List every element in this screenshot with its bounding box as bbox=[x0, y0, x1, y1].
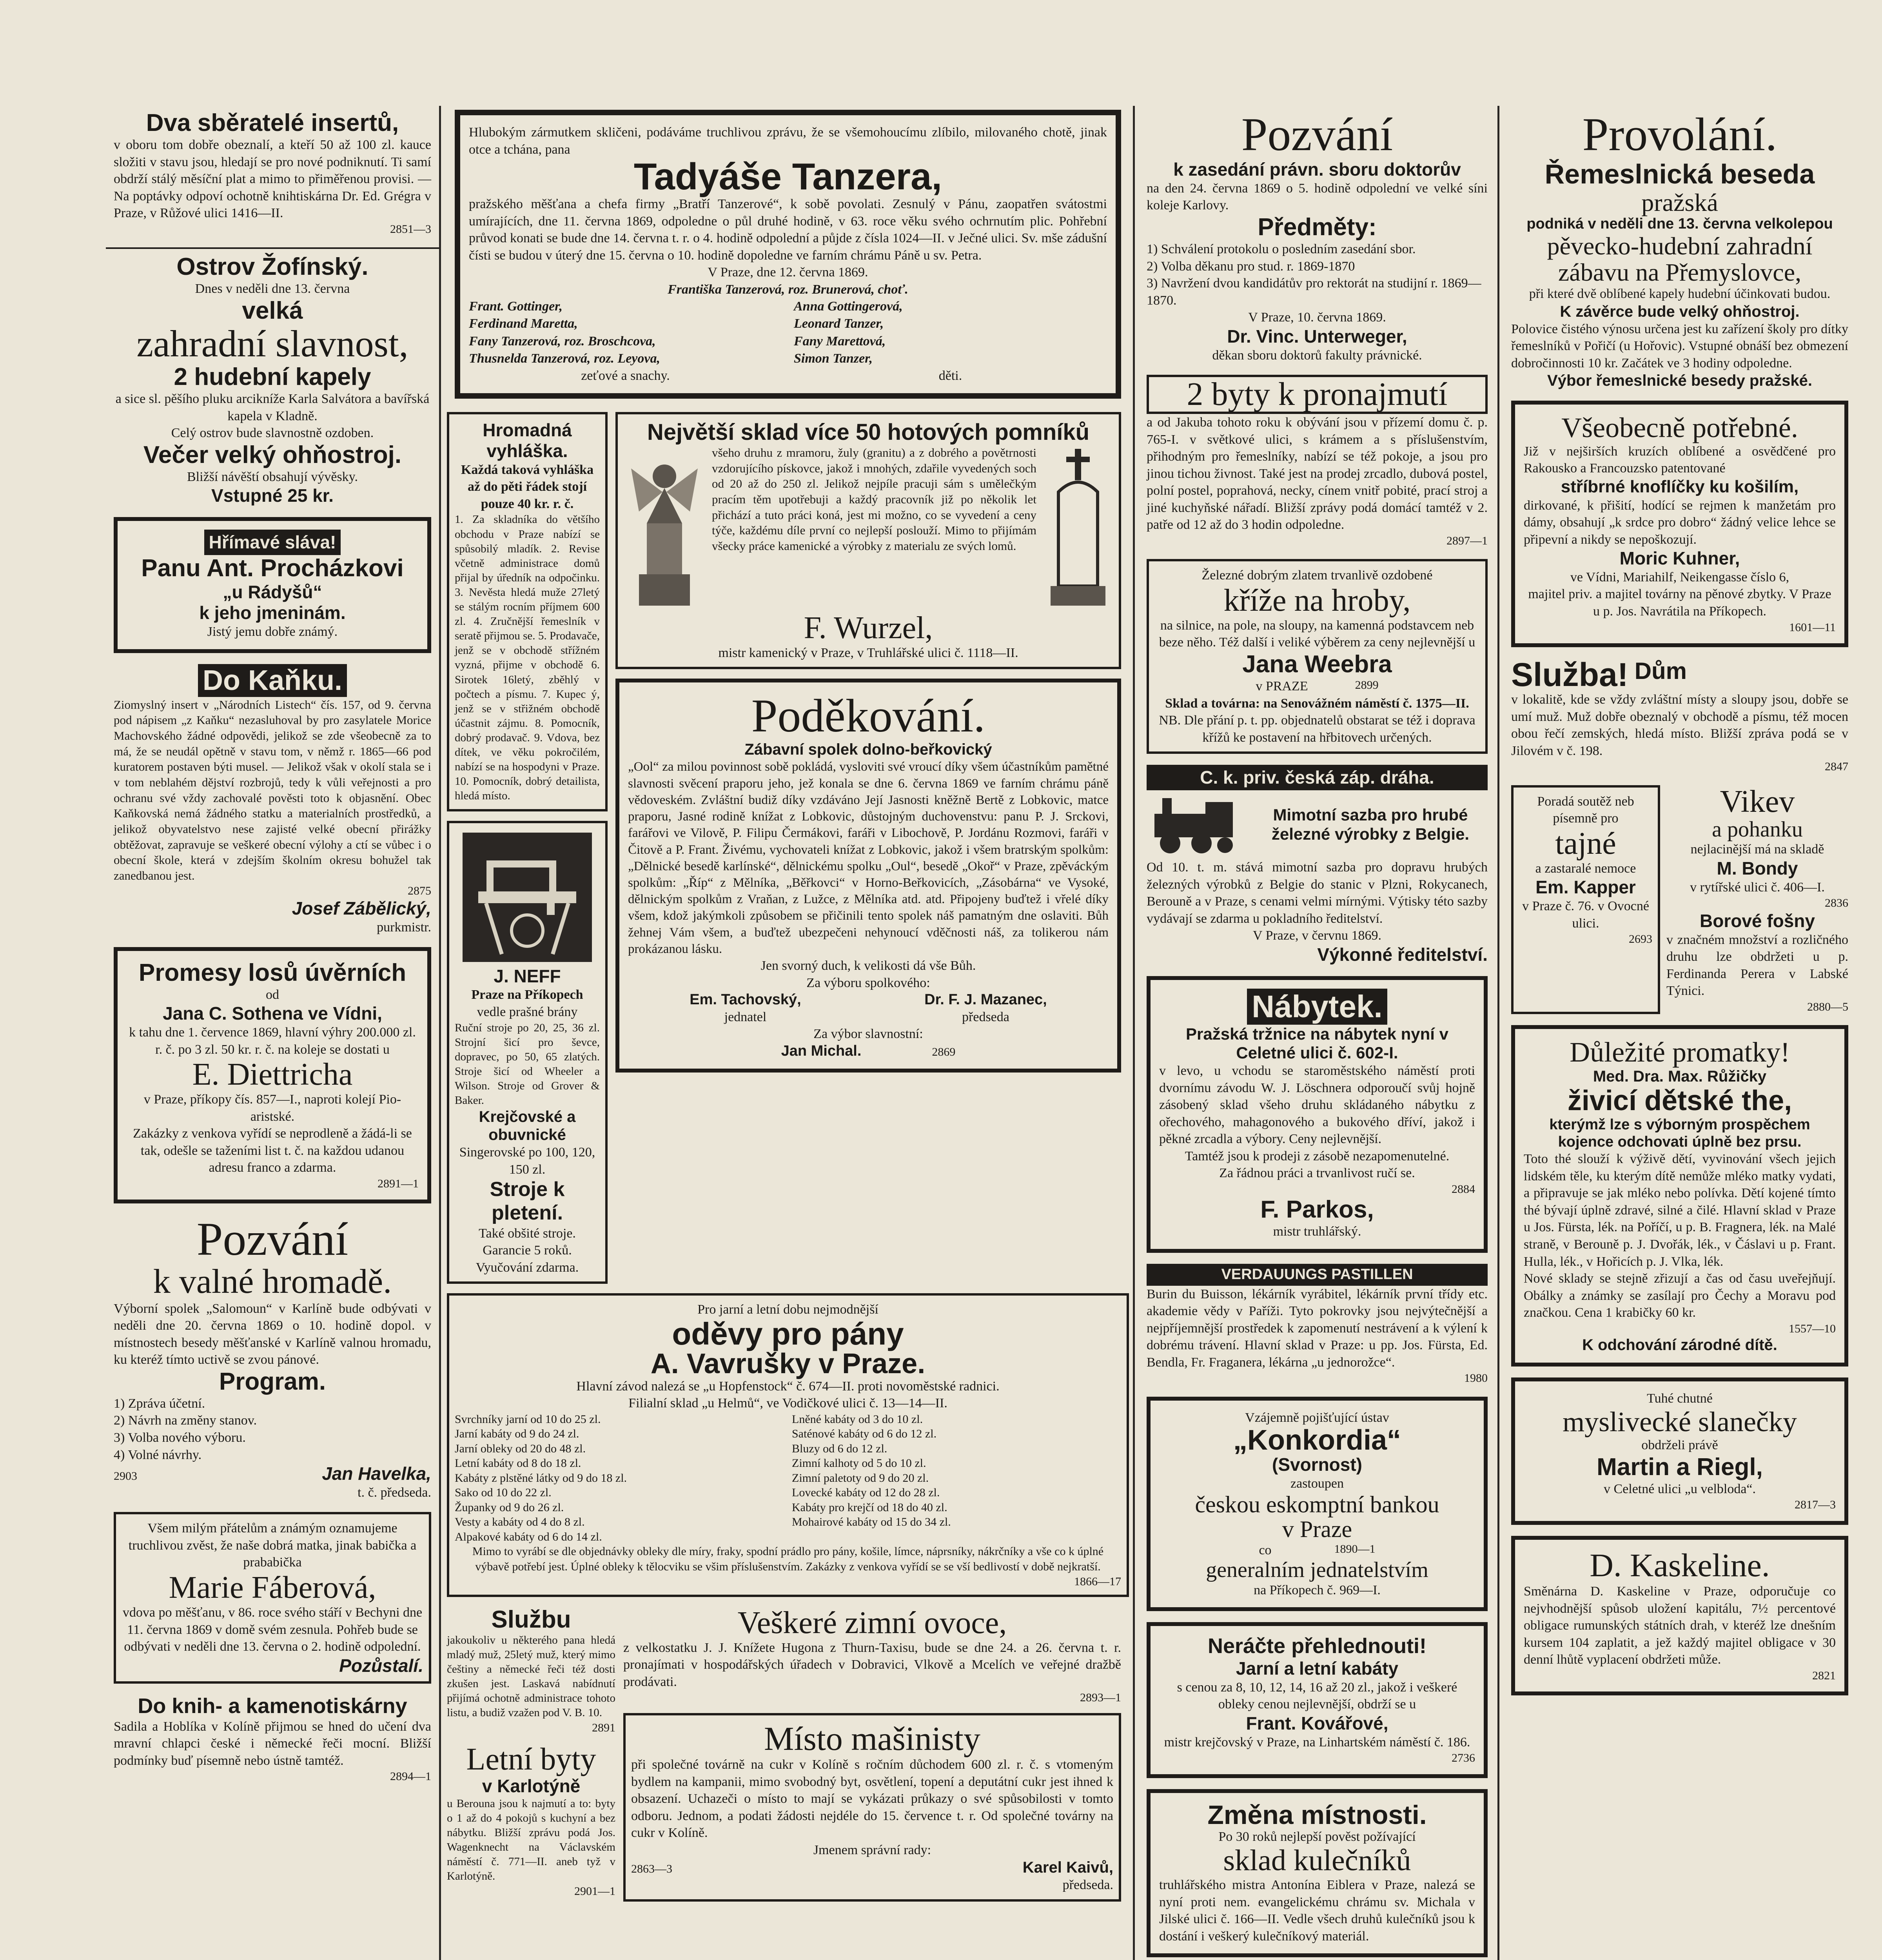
ad-title: Místo mašinisty bbox=[764, 1719, 980, 1757]
ad-sub: (Svornost) bbox=[1272, 1454, 1362, 1475]
ad-line: Hřímavé sláva! bbox=[204, 530, 341, 555]
ad-kanku bbox=[114, 664, 431, 936]
obituary-text: pražského měšťana a chefa firmy „Bratří Tanzerové“, k sobě povolati. Zesnulý v Pánu, zaopatřen svátostmi umírajících, dne 11. června 1869, odpoledne o půl druhé hodině, v 63. roce věku svého ochrnutím plic. Pohřební průvod konati se bude dne 14. června t. r. o 4. hodině odpolední a půjde z čísla 1024—II. v Ječné ulici. Sv. mše zádušní čísti se budou v úterý dne 15. června o 10. hodině dopoledne ve farním chrámu Páně u sv. Petra. bbox=[469, 197, 1107, 263]
cross-monument-icon bbox=[1043, 445, 1113, 612]
ad-role: děkan sboru doktorů fakulty právnické. bbox=[1212, 348, 1422, 363]
ad-sub: stříbrné knoflíčky ku košilím, bbox=[1561, 477, 1799, 496]
ad-sluzba bbox=[1511, 658, 1848, 774]
ad-foot: Zakázky z venkova vyřídí se neprodleně a žádá-li se tak, odešle se taženími list t. č. na každou udanou adresu franco a zdarma. bbox=[133, 1126, 412, 1175]
ad-text: Směnárna D. Kaskeline v Praze, odporučuje co nejvhodnější spůsob uložení kapitálu, 7½ percentové obligace rumunských státních drah, v kteréž lze dnešním kursem 104 zaplatit, a jež každý majitel obligace v 30 denní lhůtě vyplacení obdržeti může. bbox=[1524, 1584, 1836, 1667]
ad-vavruska bbox=[447, 1293, 1129, 1597]
ad-city: v PRAZE bbox=[1256, 679, 1308, 694]
ad-role: předseda bbox=[962, 1009, 1009, 1024]
ad-name: Panu Ant. Procházkovi bbox=[141, 555, 404, 582]
ad-name: E. Diettricha bbox=[192, 1057, 353, 1092]
price-item: Sako od 10 do 22 zl. bbox=[455, 1486, 552, 1499]
ad-title: Služba! bbox=[1511, 656, 1628, 693]
ad-vseobecne bbox=[1511, 401, 1848, 647]
ad-name: Moric Kuhner, bbox=[1619, 548, 1740, 569]
ad-vstupne: Vstupné 25 kr. bbox=[211, 485, 334, 506]
price-item: Letní kabáty od 8 do 18 zl. bbox=[455, 1457, 581, 1470]
ad-nb: NB. Dle přání p. t. pp. objednatelů obstarat se též i doprava křížů ke postavení na hřbitovech určených. bbox=[1159, 713, 1475, 745]
ad-addr: Hlavní závod nalezá se „u Hopfenstock“ č. 674—II. proti novoměstské radnici. bbox=[576, 1379, 1000, 1394]
ad-text: Sadila a Hoblíka v Kolíně přijmou se hned do učení dva mravní chlapci české i německé řeči mocní. Bližší podmínky buď písemně nebo ústně tamtéž. bbox=[114, 1719, 431, 1768]
ad-sign: Jistý jemu dobře známý. bbox=[207, 624, 338, 639]
ad-title: Největší sklad více 50 hotových pomníků bbox=[647, 419, 1090, 445]
price-item: Alpakové kabáty od 6 do 14 zl. bbox=[455, 1530, 602, 1543]
obituary-tanzer bbox=[455, 110, 1121, 399]
ad-for: Jmenem správní rady: bbox=[813, 1842, 931, 1857]
ad-role: purkmistr. bbox=[377, 920, 431, 935]
ad-kapely: 2 hudební kapely bbox=[174, 363, 371, 390]
program-list bbox=[114, 1395, 431, 1463]
ad-sberatele bbox=[114, 110, 431, 236]
predmety-title: Předměty: bbox=[1258, 213, 1377, 241]
ad-addr: v Praze, příkopy čís. 857—I., naproti kolejí Pio-aristské. bbox=[143, 1092, 401, 1124]
price-item: Kabáty z plstěné látky od 9 do 18 zl. bbox=[455, 1471, 627, 1485]
ad-name: Martin a Riegl, bbox=[1597, 1453, 1763, 1481]
ad-signature: Em. Tachovský, bbox=[690, 991, 801, 1008]
ad-title: Vikev bbox=[1720, 784, 1795, 819]
ad-text: kterýmž lze s výborným prospěchem kojence odchovati úplně bez prsu. bbox=[1549, 1116, 1810, 1150]
ad-myslivecke bbox=[1511, 1377, 1848, 1525]
ad-number: 2899 bbox=[1355, 679, 1379, 692]
obituary-person: Simon Tanzer, bbox=[794, 351, 873, 366]
ad-brand: J. NEFF bbox=[494, 965, 561, 986]
ad-role: předseda. bbox=[1062, 1878, 1113, 1893]
ad-text: Všem milým přátelům a známým oznamujeme truchlivou zvěst, že naše dobrá matka, jinak babička a prababička bbox=[128, 1521, 417, 1570]
ad-head: Pro jarní a letní dobu nejmodnější bbox=[697, 1302, 878, 1317]
ad-city: pražská bbox=[1641, 189, 1718, 216]
ad-text: podniká v neděli dne 13. června velkolepou bbox=[1526, 216, 1833, 232]
ad-title2: živicí dětské the, bbox=[1567, 1085, 1792, 1116]
ad-sub: Každá taková vyhláška až do pěti řádek stojí pouze 40 kr. r. č. bbox=[461, 462, 594, 511]
ad-velka: velká bbox=[242, 297, 303, 324]
price-item: Vesty a kabáty od 4 do 8 zl. bbox=[455, 1515, 585, 1529]
ad-date: Dnes v neděli dne 13. června bbox=[195, 281, 350, 296]
price-item: Jarní obleky od 20 do 48 zl. bbox=[455, 1442, 586, 1455]
ad-gen: generalním jednatelstvím bbox=[1206, 1558, 1428, 1583]
ad-ohnostroj: K závěrce bude velký ohňostroj. bbox=[1560, 303, 1800, 320]
ad-title: myslivecké slanečky bbox=[1563, 1406, 1797, 1437]
ad-title: Hromadná vyhláška. bbox=[483, 420, 572, 461]
price-item: Zimní paletoty od 9 do 20 zl. bbox=[792, 1471, 929, 1485]
ad-name: Marie Fáberová, bbox=[169, 1570, 376, 1605]
ad-title: Neráčte přehlednouti! bbox=[1207, 1634, 1427, 1658]
price-item: Lovecké kabáty od 12 do 28 zl. bbox=[792, 1486, 940, 1499]
ad-sub: Med. Dra. Max. Růžičky bbox=[1593, 1067, 1767, 1085]
ad-knih bbox=[114, 1695, 431, 1784]
ad-title: Nábytek. bbox=[1247, 989, 1387, 1025]
ad-number: 1866—17 bbox=[1074, 1575, 1121, 1588]
ad-text: k tahu dne 1. července 1869, hlavní výhry 200.000 zl. r. č. po 3 zl. 50 kr. r. č. na koleje se dostati u bbox=[129, 1025, 416, 1057]
ad-text: Polovice čistého výnosu určena jest ku zařízení školy pro dítky řemeslníků v Pořičí (u Hořovic). Vstupné obnáší bez obmezení dobročinnosti 10 kr. Začátek ve 3 hodiny odpoledne. bbox=[1511, 321, 1848, 370]
ad-sub: v Karlotýně bbox=[482, 1776, 581, 1796]
ad-title: Změna místnosti. bbox=[1207, 1800, 1427, 1830]
column-rule bbox=[1497, 106, 1499, 1960]
obituary-widow: Františka Tanzerová, roz. Brunerová, choť. bbox=[668, 282, 908, 297]
ad-signature: Josef Zábělický, bbox=[292, 898, 431, 919]
column-1 bbox=[106, 110, 439, 1795]
ad-title: Poděkování. bbox=[751, 690, 985, 742]
ad-title: Borové fošny bbox=[1700, 910, 1815, 931]
ad-text: při společné továrně na cukr v Kolíně s ročním důchodem 600 zl. r. č. s vtomeným bydlem na kampanii, mimo svobodný byt, osvětlení, topení a deputátní cukr jest ihned k obsazení. Uchazeči o místo to mají se vykázati průkazy o své spůsobilosti v tomto odboru. Jednom, a podati žádosti nejdéle do 15. července t. r. Od společné továrny na cukr v Kolíně. bbox=[631, 1757, 1113, 1840]
ad-text: Železné dobrým zlatem trvanlivě ozdobené bbox=[1201, 568, 1433, 583]
ad-text: obdrželi právě bbox=[1641, 1438, 1718, 1453]
ad-name: Em. Kapper bbox=[1535, 877, 1636, 898]
ad-text: Již v nejširších kruzích oblíbené a osvědčené pro Rakousko a Francouzsko patentované bbox=[1524, 444, 1836, 476]
ad-title: Provolání. bbox=[1582, 108, 1777, 160]
column-2-wide bbox=[615, 412, 1121, 1284]
ad-text: na silnice, na pole, na sloupy, na kamenná podstavcem neb beze něho. Též další i veliké výběrem za ceny nejlevnější u bbox=[1159, 618, 1475, 650]
ad-title: kříže na hroby, bbox=[1223, 583, 1411, 618]
column-2-bottom bbox=[447, 1606, 1129, 1902]
ad-kaskeline bbox=[1511, 1536, 1848, 1695]
ad-sub: Jarní a letní kabáty bbox=[1236, 1658, 1399, 1679]
ad-text: Nové sklady se stejně zřizují a čas od času uveřejňují. Obálky a známky se zasílají pro Čechy a Moravu pod značkou. Cena 1 krabičky 60 kr. bbox=[1524, 1271, 1836, 1320]
ad-dulezite bbox=[1511, 1025, 1848, 1367]
ad-sub: Zábavní spolek dolno-beřkovický bbox=[744, 741, 992, 759]
ad-weebr bbox=[1147, 559, 1488, 754]
ad-name: M. Bondy bbox=[1717, 858, 1798, 878]
column-2-lower bbox=[447, 412, 1129, 1284]
obituary-person: Fany Marettová, bbox=[794, 334, 886, 348]
ad-text: Tamtéž jsou k prodeji z zásobě nezapomenutelné. bbox=[1185, 1149, 1450, 1163]
ad-title: Pozvání bbox=[1241, 108, 1393, 160]
column-rule bbox=[1133, 106, 1135, 1960]
ad-text: Ziomyslný insert v „Národních Listech“ čís. 157, od 9. června pod nápisem „z Kaňku“ nezasluhoval by pro zasylatele Morice Machovského žádné odpovědi, jelikož se zde všeobecně za to má, že se neudál opětně v stavu tom, v němž r. 1865—66 pod kuratorem postaven býti musel. — Jelikož však v okolí stala se i v tom neblahém dějství rozbrojů, tedy k vůli veřejnosti a pro ochranu své vždy zachovalé pověsti toto k objasnění. Obec Kaňkovská nemá žádného statku a materialních prostředků, a jelikož obyvatelstvo nese zajisté velké obecní přirážky obtěžovat, zapravuje se veškeré obecní výlohy a ctí se vůbec i o obecní škole, která v zdejším školním okresu bohužel tak zanedbanou jest. bbox=[114, 697, 431, 883]
ad-neracte bbox=[1147, 1622, 1488, 1778]
ad-text: z velkostatku J. J. Knížete Hugona z Thurn-Taxisu, bude se dne 24. a 26. června t. r. pronajímati v hospodářských úřadech v Dobravici, Vlkově a Mcelích ve veřejné dražbě prodávati. bbox=[623, 1640, 1121, 1689]
ad-bank: českou eskomptní bankou bbox=[1195, 1491, 1439, 1517]
ad-number: 2821 bbox=[1812, 1669, 1836, 1682]
ad-foot: Mimo to vyrábí se dle objednávky obleky dle míry, fraky, spodní prádlo pro pány, košile, límce, náprsníky, nákrčníky a vše co k úplné výbavě potřebí jest. Úplné obleky k tělocviku se všim příslušenstvím. Zakázky z venkova vyřídí se se vší bedlivostí v době nejkratší. bbox=[472, 1545, 1104, 1573]
ad-number: 2884 bbox=[1452, 1182, 1475, 1196]
ad-sub: a pohanku bbox=[1712, 817, 1803, 842]
ad-sub: a zastaralé nemoce bbox=[1535, 861, 1636, 876]
ad-title: D. Kaskeline. bbox=[1590, 1547, 1770, 1584]
price-item: Zimní kalhoty od 5 do 10 zl. bbox=[792, 1457, 926, 1470]
ad-signature: K odchování zárodné dítě. bbox=[1582, 1336, 1777, 1354]
ad-shop2: vedle prašné brány bbox=[477, 1004, 578, 1019]
price-item: Mohairové kabáty od 15 do 34 zl. bbox=[792, 1515, 951, 1529]
predmety-item: 3) Navržení dvou kandidátův pro rektorát na studijní r. 1869—1870. bbox=[1147, 276, 1481, 308]
ad-bank: Jana C. Sothena ve Vídni, bbox=[163, 1003, 382, 1024]
ad-nabytek bbox=[1147, 976, 1488, 1253]
column-2 bbox=[447, 110, 1129, 1902]
ad-dum: Dům bbox=[1634, 658, 1687, 684]
ad-pozvani bbox=[114, 1214, 431, 1501]
ad-letni-byty bbox=[447, 1743, 615, 1898]
ad-title: C. k. priv. česká záp. dráha. bbox=[1147, 765, 1488, 790]
obituary-person: Anna Gottingerová, bbox=[794, 299, 903, 314]
ad-title: „Konkordia“ bbox=[1233, 1425, 1401, 1456]
ad-addr: ve Vídni, Mariahilf, Neikengasse číslo 6, bbox=[1570, 570, 1789, 584]
ad-number: 2903 bbox=[114, 1470, 137, 1483]
ad-title: Důležité promatky! bbox=[1570, 1036, 1790, 1068]
ad-close: Jen svorný duch, k velikosti dá vše Bůh. bbox=[760, 958, 976, 973]
obituary-date: V Praze, dne 12. června 1869. bbox=[708, 265, 868, 280]
ad-date: V Praze, 10. června 1869. bbox=[1248, 310, 1386, 325]
column-4 bbox=[1503, 110, 1856, 1706]
ad-ohnostroj: Večer velký ohňostroj. bbox=[143, 441, 402, 468]
sewing-machine-icon bbox=[455, 833, 600, 962]
price-item: Saténové kabáty od 6 do 12 zl. bbox=[792, 1427, 937, 1441]
ad-sub: Pražská tržnice na nábytek nyní v Celetné ulici č. 602-I. bbox=[1186, 1024, 1448, 1062]
ad-text: v oboru tom dobře obeznalí, a kteří 50 až 100 zl. kauce složiti v stavu jsou, hledají se pro nové podniknutí. Ti samí obdrží stálý měsíční plat a mimo to přiměřenou provisi. — Na poptávky odpoví ochotně knihtiskárna Dr. Ed. Grégra v Praze, v Růžové ulici 1416—II. bbox=[114, 138, 431, 221]
ad-zast: zastoupen bbox=[1290, 1476, 1344, 1491]
ad-line: k jeho jmeninám. bbox=[199, 603, 346, 623]
ad-prochazka bbox=[114, 517, 431, 653]
ad-city: v Praze bbox=[1282, 1516, 1352, 1542]
ad-stroje: Stroje k pletení. bbox=[490, 1178, 565, 1224]
ad-title: Ostrov Žofínský. bbox=[176, 253, 368, 281]
ad-signature: Karel Kaivů, bbox=[1022, 1859, 1113, 1877]
ad-text: Výborní spolek „Salomoun“ v Karlíně bude odbývati v neděli dne 20. června 1869 o 10. hodině dopol. v místnostech besedy měšťanské v Karlíně valnou hromadu, ku kteréž tímto uctivě se zvou pánové. bbox=[114, 1301, 431, 1367]
locomotive-icon bbox=[1147, 790, 1249, 859]
ad-addr: mistr krejčovský v Praze, na Linhartském náměstí č. 186. bbox=[1164, 1735, 1470, 1749]
ad-number: 2893—1 bbox=[1080, 1691, 1121, 1704]
ad-text: dirkované, k přišití, hodící se rejmen k manžetám pro dámy, obsahují „k srdce pro dobro“ žádný velice lehce se připevní a nikdy se nepoškozují. bbox=[1524, 498, 1836, 547]
ad-number: 2851—3 bbox=[390, 222, 431, 236]
ad-text: Od 10. t. m. stává mimotní sazba pro dopravu hrubých železných výrobků z Belgie do stanic v Plzni, Rokycanech, Berouně a v Praze, s cenami velmi mírnými. Výtisky této sazby vydávají se zdarma u pokladního ředitelství. bbox=[1147, 860, 1488, 926]
ad-text: na den 24. června 1869 o 5. hodině odpolední ve velké síni koleje Karlovy. bbox=[1147, 181, 1488, 213]
price-item: Županky od 9 do 26 zl. bbox=[455, 1501, 564, 1514]
ad-date: V Praze, v červnu 1869. bbox=[1253, 928, 1381, 943]
program-item: 4) Volné návrhy. bbox=[114, 1447, 202, 1462]
ad-text: „Ool“ za milou povinnost sobě pokládá, vysloviti své vroucí díky všem účastníkům pamětné slavnosti svěcení praporu jeho, jež konala se dne 6. června 1869 ve farním chrámu páně vědoveském. Zvláštní budiž díky vzdáváno Její Jasnosti kněžně Bertě z Lobkovic, matce praporu, Jasné rodině knížat z Lobkovic, důstojným duchovenstvu: panu P. J. Srckovi, farářovi ve Vilově, P. Filipu Čermákovi, faráři v Libochově, P. Jordánu Rozmovi, faráři v Čitově a P. Frant. Živému, vychovateli knížat z Lobkovic, jakož i všem bratrským spolkům: „Dělnické besedě karlínské“, dělnickému spolku „Oul“, besedě „Okoř“ v Praze, zpěváckým spolkům: „Říp“ z Mělníka, „Běřkovci“ v Horno-Beřkovicích, „Zásobárna“ ve Vysoké, dělnickým spolkům z Vraňan, z Lužce, z Mělníka atd. atd. Připojeny buďtež i vřelé díky všem, kdož jakýmkoli způsobem se přičinili tento spolek náš pamatným dne oslaviti. Bůh žehnej Vám všem, a buďtež ubezpečeni nehynoucí vděčnosti náš, za tolikerou nám prokázanou lásku. bbox=[628, 760, 1109, 956]
ad-number: 1601—11 bbox=[1789, 621, 1836, 634]
ad-signature: Výkonné ředitelství. bbox=[1317, 944, 1488, 965]
ad-kapper bbox=[1511, 785, 1660, 1014]
ad-signature: Dr. Vinc. Unterweger, bbox=[1227, 326, 1407, 347]
ad-text: Burin du Buisson, lékárník vyrábitel, lékárník první třídy etc. akademie vědy v Paříži. Tyto pokrovky jsou nejvýtečnější a nejpříjemnější prostředek k zapomenutí nestrávení a k výlení k dobrému trávení. Hlavní sklad v Praze: u pp. Jos. Fürsta, Ed. Bendla, Fr. Fraganera, lékárna „u jednorožce“. bbox=[1147, 1287, 1488, 1370]
predmety-item: 1) Schválení protokolu o posledním zasedání sbor. bbox=[1147, 242, 1416, 257]
ad-number: 2891 bbox=[592, 1721, 615, 1734]
ad-number: 2693 bbox=[1629, 933, 1652, 946]
ad-text: s cenou za 8, 10, 12, 14, 16 až 20 zl., jakož i veškeré obleky cenou nejlevnější, obdrží se u bbox=[1177, 1680, 1457, 1712]
ad-name: Frant. Kovářové, bbox=[1246, 1713, 1388, 1733]
ad-number: 2736 bbox=[1452, 1751, 1475, 1765]
ad-ovoce bbox=[623, 1606, 1121, 1705]
ad-role: t. č. předseda. bbox=[358, 1485, 431, 1500]
ad-number: 1980 bbox=[1464, 1372, 1488, 1385]
ad-byty bbox=[1147, 375, 1488, 548]
ad-role: mistr truhlářský. bbox=[1273, 1224, 1361, 1239]
ad-title: 2 byty k pronajmutí bbox=[1147, 375, 1488, 414]
ad-blizsi: Bližší návěští obsahují vývěsky. bbox=[187, 469, 358, 484]
program-item: 3) Volba nového výboru. bbox=[114, 1430, 246, 1445]
ad-text: Za řádnou práci a trvanlivost ručí se. bbox=[1219, 1166, 1415, 1181]
ad-zabava: pěvecko-hudební zahradní bbox=[1547, 232, 1813, 260]
obituary-person: Leonard Tanzer, bbox=[794, 316, 884, 331]
ad-title: Do Kaňku. bbox=[198, 664, 347, 697]
divider bbox=[106, 247, 439, 249]
ad-label: VERDAUUNGS PASTILLEN bbox=[1147, 1264, 1488, 1286]
price-item: Svrchníky jarní od 10 do 25 zl. bbox=[455, 1412, 601, 1426]
ad-addr: v Celetné ulici „u velbloda“. bbox=[1603, 1481, 1756, 1496]
ad-line: „u Rádyšů“ bbox=[223, 582, 322, 603]
ad-title: Službu bbox=[491, 1606, 571, 1633]
price-list bbox=[455, 1412, 1121, 1544]
ad-head: Tuhé chutné bbox=[1647, 1391, 1713, 1406]
obituary-intro: Hlubokým zármutkem skličeni, podáváme truchlivou zprávu, že se všemohoucímu zlíbilo, milovaného chotě, jinak otce a tchána, pana bbox=[469, 125, 1107, 157]
ad-pozvani-sbor bbox=[1147, 110, 1488, 364]
ad-podekovani bbox=[615, 679, 1121, 1072]
ad-number: 2894—1 bbox=[390, 1770, 431, 1783]
ad-sub: Řemeslnická beseda bbox=[1544, 159, 1815, 189]
ad-sub: k zasedání právn. sboru doktorův bbox=[1173, 159, 1461, 180]
price-item: Lněné kabáty od 3 do 10 zl. bbox=[792, 1412, 923, 1426]
ad-addr: na Příkopech č. 969—I. bbox=[1254, 1583, 1381, 1597]
ad-name: F. Parkos, bbox=[1260, 1196, 1374, 1223]
ad-title: Veškeré zimní ovoce, bbox=[737, 1605, 1007, 1640]
ad-foot: Také obšité stroje. Garancie 5 roků. Vyučování zdarma. bbox=[475, 1226, 579, 1275]
ad-signature: Jan Michal. bbox=[781, 1042, 862, 1059]
ad-name: A. Vavrušky v Praze. bbox=[650, 1348, 926, 1379]
ad-sub: k valné hromadě. bbox=[153, 1263, 392, 1301]
obituary-relation: děti. bbox=[938, 368, 962, 383]
program-item: 2) Návrh na změny stanov. bbox=[114, 1413, 257, 1428]
ad-addr: v Praze č. 76. v Ovocné ulici. bbox=[1522, 899, 1649, 931]
ad-number: 2847 bbox=[1825, 760, 1848, 773]
ad-text: v levo, u vchodu se staroměstského náměstí proti dvornímu závodu W. J. Löschnera odporoučí svůj hojně zásobený sklad všeho druhu skládaného nábytku z ořechového, mahagonového a bukového dříví, jakož i pěkné zrcadla a výbory. Ceny nejlevnější. bbox=[1159, 1063, 1475, 1147]
ad-title: Letní byty bbox=[466, 1742, 596, 1777]
ad-title: oděvy pro pány bbox=[672, 1316, 904, 1351]
ad-signature: Jan Havelka, bbox=[322, 1463, 431, 1484]
ad-number: 2880—5 bbox=[1807, 1000, 1848, 1013]
ad-sub: Mimotní sazba pro hrubé železné výrobky z Belgie. bbox=[1271, 806, 1470, 843]
ad-row bbox=[1511, 785, 1848, 1014]
predmety-item: 2) Volba děkanu pro stud. r. 1869-1870 bbox=[1147, 259, 1355, 274]
ad-addr: v rytířské ulici č. 406—I. bbox=[1690, 880, 1825, 895]
price-item: Kabáty pro krejčí od 18 do 40 zl. bbox=[792, 1501, 947, 1514]
obituary-name: Tadyáše Tanzera, bbox=[633, 156, 942, 198]
ad-text: a od Jakuba tohoto roku k obývání jsou v přízemí domu č. p. 765-I. v světkové ulici, s krámem a s příslušenstvím, přihodným pro řemeslníky, nabízí se též pokoje, a jsou pro jinou tichou živnost. Také jest na prodej zrcadlo, dubová postel, polní postel, poprahová, necky, cínem vnitř pobité, prací stroj a jiné kuchyňské nářadí. Bližší zprávy podá domácí tamtéž v 2. patře od 12 až do 3 hodin odpoledne. bbox=[1147, 415, 1488, 532]
ad-text: majitel priv. a majitel továrny na pěnové zbytky. V Praze u p. Jos. Navrátila na Příkopech. bbox=[1528, 587, 1831, 619]
price-item: Bluzy od 6 do 12 zl. bbox=[792, 1442, 887, 1455]
ad-title: Promesy losů úvěrních bbox=[138, 959, 407, 986]
program-item: 1) Zpráva účetní. bbox=[114, 1396, 205, 1411]
ad-konkordia bbox=[1147, 1397, 1488, 1612]
ad-shop: Praze na Příkopech bbox=[471, 987, 583, 1002]
ad-od: od bbox=[266, 987, 279, 1002]
ad-number: 2891—1 bbox=[377, 1177, 419, 1190]
ad-text: všeho druhu z mramoru, žuly (granitu) a z dobrého a povětrnosti vzdorujícího pískovce, jakož i mnohých, zdařile vyvedených soch od 20 až do 250 zl. Jelikož nejpíle pracuji sám s umělečkým pracím těm upotřebuji a každý pracovník již po několik let přichází a tuto práci koná, jest mi možno, co se vyvedení a ceny týče, každému díle první co nejlepší poslouží. Mimo to přijímám všecky práce kamenické a výrobky z materialu ze svých lomů. bbox=[712, 445, 1036, 553]
ad-for: Za výboru spolkového: bbox=[806, 975, 930, 990]
ad-number: 2869 bbox=[932, 1045, 956, 1058]
ad-text: Ruční stroje po 20, 25, 36 zl. Strojní šicí pro ševce, dopravec, po 50, 65 zlatých. Stroje šicí od Wheeler a Wilson. Stroje od Grover & Baker. bbox=[455, 1021, 600, 1107]
ad-name: F. Wurzel, bbox=[804, 610, 933, 645]
ad-provolani bbox=[1511, 110, 1848, 390]
ad-pluk: a sice sl. pěšího pluku arcikníže Karla Salvátora a bavířská kapela v Kladně. bbox=[115, 392, 430, 423]
ad-faber bbox=[114, 1512, 431, 1684]
obituary-names bbox=[469, 298, 1107, 385]
ad-draha bbox=[1147, 765, 1488, 965]
ad-text: jakoukoliv u některého pana hledá mladý muž, 25letý muž, který mimo češtiny a německé řeči též dosti zkušen jest. Laskavá nabídnutí přijímá ochotně administrace tohoto listu, a budiž vzažen pod V. B. 10. bbox=[447, 1633, 615, 1719]
ad-text: Poradá soutěž neb písemně pro bbox=[1537, 794, 1634, 826]
column-2-narrow bbox=[447, 412, 608, 1284]
ad-role: jednatel bbox=[724, 1009, 767, 1024]
ad-number: 1557—10 bbox=[1789, 1322, 1836, 1335]
ad-number: 2836 bbox=[1825, 897, 1848, 910]
ad-zabava2: zábavu na Přemyslovce, bbox=[1558, 258, 1802, 287]
ad-title: Do knih- a kamenotiskárny bbox=[138, 1694, 407, 1718]
ad-number: 2901—1 bbox=[574, 1884, 615, 1898]
ad-number: 2875 bbox=[408, 884, 431, 897]
ad-head: Vzájemně pojišťující ústav bbox=[1245, 1410, 1389, 1425]
ad-verdauungs bbox=[1147, 1264, 1488, 1386]
obituary-person: Fany Tanzerová, roz. Broschcova, bbox=[469, 334, 656, 348]
ad-ozdoben: Celý ostrov bude slavnostně ozdoben. bbox=[171, 426, 374, 441]
ad-zmena bbox=[1147, 1789, 1488, 1957]
ad-slavnost: zahradní slavnost, bbox=[136, 323, 408, 365]
ad-signature: Výbor řemeslnické besedy pražské. bbox=[1547, 372, 1812, 390]
ad-text: u Berouna jsou k najmutí a to: byty o 1 až do 4 pokojů s kuchyní a bez nábytku. Bližší zprávu podá Jos. Wagenknecht na Václavském náměstí č. 771—II. aneb tyž v Karlotýně. bbox=[447, 1797, 615, 1883]
obituary-person: Thusnelda Tanzerová, roz. Leyova, bbox=[469, 351, 660, 366]
ad-vikev bbox=[1666, 785, 1848, 1014]
ad-co: co bbox=[1259, 1543, 1272, 1557]
ad-text: 1. Za skladníka do většího obchodu v Praze nabízí se spůsobilý mladík. 2. Revise včetně administrace domů přijal by úředník na odpočinku. 3. Nevěsta hledá muže 27letý se stálým rocním příjmem 600 zl. 4. Zručnější řemeslník v seratě přijmou se. 5. Prodavače, jenž se v obchodě střížném vyzná, přijme v obchodě 6. Sirotek 16letý, zběhlý v počtech a písmu. 7. Kupec ý, jenž se v střižném obchodě účastnit zájmu. 8. Pomocník, dobrý prodavač. 9. Vdova, bez dítek, ve věku pokročilém, nabízí se na hospodyni v Praze. 10. Pomocník, dobrý detailista, hledá místo. bbox=[455, 513, 600, 802]
ad-text: v lokalitě, kde se vždy zvláštní místy a sloupy jsou, dobře se umí muž. Muž dobře obeznalý v obchodě a písmu, též mocen obou řečí zemských, hledá místo. Bližší zpráva podá se v Jilovém v č. 198. bbox=[1511, 692, 1848, 758]
column-rule bbox=[439, 106, 441, 1960]
ad-kreje2: Singerovské po 100, 120, 150 zl. bbox=[459, 1145, 595, 1177]
angel-monument-icon bbox=[623, 445, 706, 612]
ad-text: vdova po měšťanu, v 86. roce svého stáří v Bechyni dne 11. června 1869 v domě svém zesnula. Pohřeb bude se odbývati v neděli dne 13. června o 2. hodině odpolední. bbox=[122, 1605, 423, 1654]
ad-text: Po 30 roků nejlepší pověst požívající bbox=[1218, 1829, 1416, 1844]
ad-title: tajné bbox=[1555, 826, 1616, 861]
ad-sluzbu bbox=[447, 1606, 615, 1735]
ad-nejvetsi-sklad bbox=[615, 412, 1121, 669]
ad-signature: Pozůstalí. bbox=[339, 1655, 423, 1676]
ad-kreje: Krejčovské a obuvnické bbox=[479, 1108, 576, 1144]
ad-text: truhlářského mistra Antonína Eiblera v Praze, nalezá se nyní proti nem. evangelickému chrámu sv. Michala v Jilské ulici č. 166—II. Vedle všech druhů kulečníků jsou k dostání i veškerý kulečníkový materiál. bbox=[1159, 1878, 1475, 1944]
ad-filial: Filialní sklad „u Helmů“, ve Vodičkové ulici č. 13—14—II. bbox=[628, 1396, 947, 1411]
obituary-relation: zeťové a snachy. bbox=[581, 368, 670, 383]
ad-text: při které dvě oblíbené kapely hudební účinkovati budou. bbox=[1529, 287, 1831, 301]
ad-number: 2817—3 bbox=[1795, 1498, 1836, 1512]
ad-addr: Sklad a továrna: na Senovážném náměstí č. 1375—II. bbox=[1165, 696, 1469, 711]
ad-neff bbox=[447, 821, 608, 1284]
ad-number: 2897—1 bbox=[1446, 534, 1488, 547]
ad-title: Pozvání bbox=[196, 1213, 348, 1265]
ad-text: Toto thé slouží k výživě dětí, vyvinování všech jejich lidském těle, ku kterým dítě nemůže mléko matky vydati, a připravuje se jak mléko nebo polívka. Dětí kojené tímto thé bývají úplně zdravé, silné a čilé. Hlavní sklad v Praze u Jos. Fürsta, lék. na Poříčí, u p. B. Fragnera, lék. na Malé straně, v Berouně p. J. Dvořák, lék., v Čáslavi u p. Frant. Hulla, lék., v Hořicích p. J. Vlka, lék. bbox=[1524, 1152, 1836, 1269]
ad-name: Jana Weebra bbox=[1242, 650, 1392, 678]
ad-signature: Dr. F. J. Mazanec, bbox=[924, 991, 1047, 1008]
price-item: Jarní kabáty od 9 do 24 zl. bbox=[455, 1427, 579, 1441]
ad-hromadna bbox=[447, 412, 608, 811]
column-2-bottom-left bbox=[447, 1606, 615, 1902]
ad-zofin bbox=[114, 254, 431, 506]
ad-title: Dva sběratelé insertů, bbox=[146, 109, 399, 136]
ad-text: v značném množství a rozličného druhu lze obdržeti u p. Ferdinanda Perera v Labské Týnici. bbox=[1666, 932, 1848, 998]
program-title: Program. bbox=[219, 1368, 326, 1395]
obituary-person: Frant. Gottinger, bbox=[469, 299, 563, 314]
ad-for: Za výbor slavnostní: bbox=[813, 1027, 923, 1042]
column-3 bbox=[1139, 110, 1495, 1960]
ad-masinista bbox=[623, 1713, 1121, 1902]
ad-number: 1890—1 bbox=[1334, 1542, 1376, 1555]
ad-promesy bbox=[114, 947, 431, 1204]
ad-addr: mistr kamenický v Praze, v Truhlářské ulici č. 1118—II. bbox=[718, 645, 1018, 660]
column-2-bottom-right bbox=[623, 1606, 1121, 1902]
ad-number: 2863—3 bbox=[631, 1862, 672, 1876]
ad-title: Všeobecně potřebné. bbox=[1561, 412, 1798, 444]
ad-text: nejlacinější má na skladě bbox=[1690, 842, 1824, 857]
obituary-person: Ferdinand Maretta, bbox=[469, 316, 578, 331]
ad-sub: sklad kulečníků bbox=[1223, 1844, 1411, 1877]
